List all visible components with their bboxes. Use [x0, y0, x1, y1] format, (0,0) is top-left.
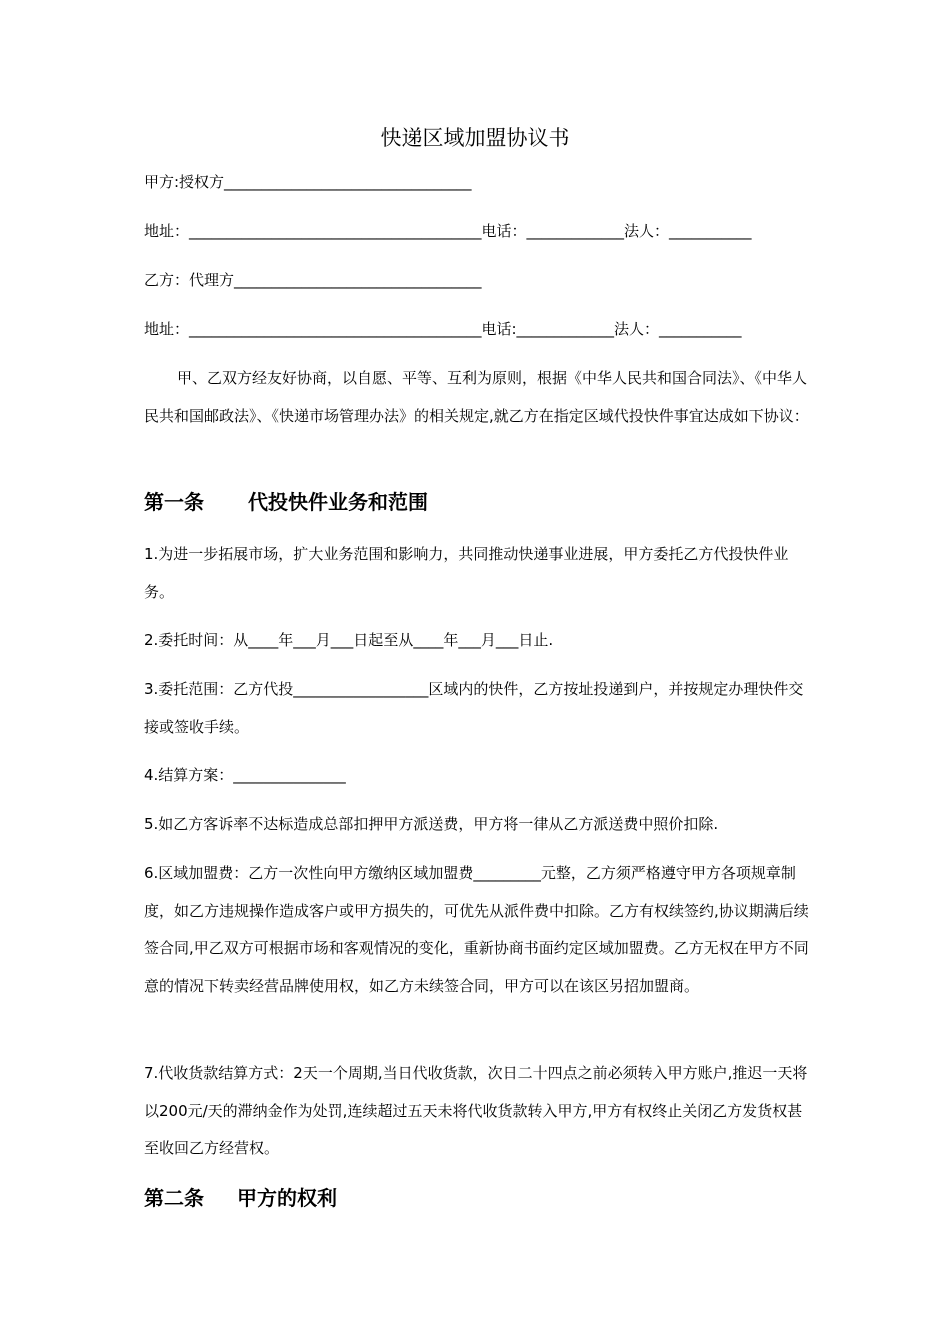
article-1-item-7: 7.代收货款结算方式：2天一个周期,当日代收货款，次日二十四点之前必须转入甲方账户,推迟一天将以200元/天的滞纳金作为处罚,连续超过五天未将代收货款转入甲方,甲方有权终止关闭乙方发货权甚至收回乙方经营权。 [144, 1064, 808, 1157]
article-1-title: 代投快件业务和范围 [248, 490, 428, 514]
article-1-item-1: 1.为进一步拓展市场，扩大业务范围和影响力，共同推动快递事业进展，甲方委托乙方代投快件业务。 [144, 545, 789, 601]
article-1-item-5: 5.如乙方客诉率不达标造成总部扣押甲方派送费，甲方将一律从乙方派送费中照价扣除. [144, 815, 719, 833]
party-a-address-line: 地址：_______________________________________电话：_____________法人：___________ [144, 222, 752, 240]
article-1-number: 第一条 [144, 490, 204, 514]
article-2-title: 甲方的权利 [237, 1186, 337, 1210]
document-title: 快递区域加盟协议书 [380, 126, 570, 150]
preamble-paragraph: 甲、乙双方经友好协商，以自愿、平等、互利为原则，根据《中华人民共和国合同法》、《中华人民共和国邮政法》、《快递市场管理办法》的相关规定,就乙方在指定区域代投快件事宜达成如下协议： [144, 369, 809, 425]
article-1-heading [144, 488, 428, 516]
party-b-line: 乙方：代理方_________________________________ [144, 271, 482, 289]
article-2-heading [144, 1184, 337, 1212]
article-1-item-4: 4.结算方案：_______________ [144, 766, 346, 784]
party-a-line: 甲方:授权方_________________________________ [144, 173, 472, 191]
article-2-number: 第二条 [144, 1186, 204, 1210]
party-b-address-line: 地址：_______________________________________电话:_____________法人：___________ [144, 320, 742, 338]
article-1-item-3: 3.委托范围：乙方代投__________________区域内的快件，乙方按址投递到户，并按规定办理快件交接或签收手续。 [144, 680, 804, 736]
article-1-item-2: 2.委托时间：从____年___月___日起至从____年___月___日止. [144, 631, 554, 649]
article-1-item-6: 6.区域加盟费：乙方一次性向甲方缴纳区域加盟费_________元整，乙方须严格遵守甲方各项规章制度，如乙方违规操作造成客户或甲方损失的，可优先从派件费中扣除。乙方有权续签约,协议期满后续签合同,甲乙双方可根据市场和客观情况的变化，重新协商书面约定区域加盟费。乙方无权在甲方不同意的情况下转卖经营品牌使用权，如乙方未续签合同，甲方可以在该区另招加盟商。 [144, 864, 809, 995]
